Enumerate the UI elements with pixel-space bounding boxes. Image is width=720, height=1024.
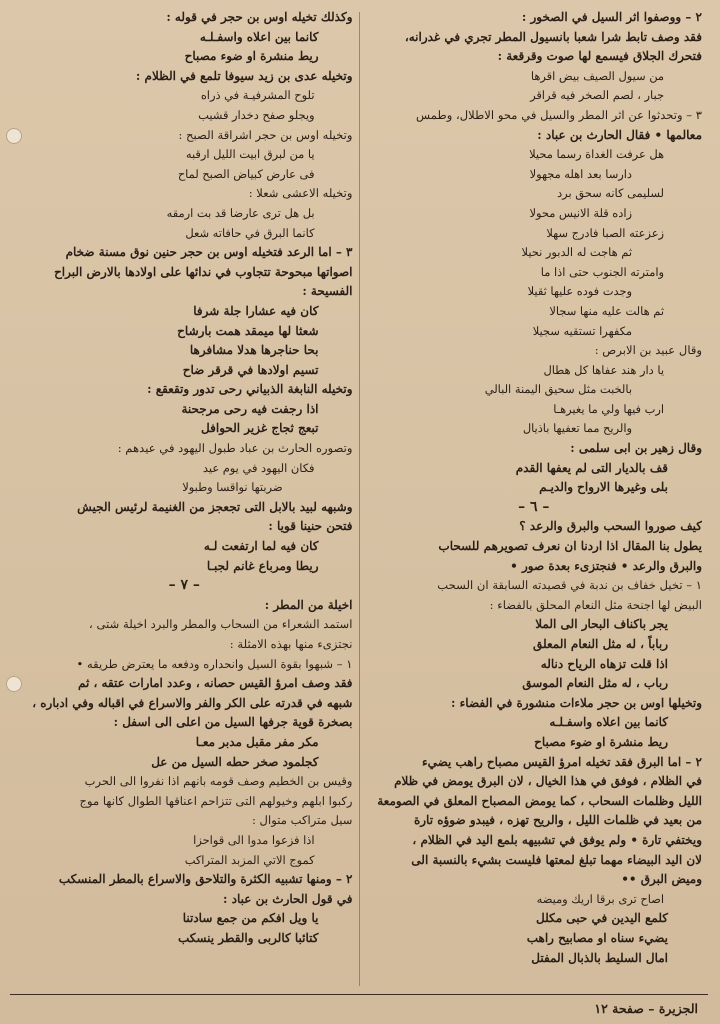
footer-text: الجزيرة – صفحة ١٢: [594, 1000, 698, 1016]
poem-verse: رباب ، له مثل النعام الموسق: [522, 676, 668, 691]
poem-verse: لسليمى كانه سحق برد: [557, 186, 664, 201]
page-footer: [10, 994, 708, 1021]
poem-verse: جبار ، لصم الصخر فيه قراقر: [530, 88, 664, 103]
column-divider: [359, 12, 360, 986]
poem-verse: يا ويل افكم من جمع سادتنا: [182, 911, 319, 926]
text-line: كيف صوروا السحب والبرق والرعد ؟: [519, 519, 702, 534]
poem-verse: اصاح ترى برقا اريك وميضه: [536, 891, 664, 906]
text-line: في قول الحارث بن عباد :: [223, 891, 353, 906]
text-line: والبرق والرعد • فنجتزىء بعدة صور •: [510, 558, 702, 573]
text-line: ٣ – وتحدثوا عن اثر المطر والسيل في محو الاطلال، وطمس: [416, 107, 702, 122]
poem-verse: وامترته الجنوب حتى اذا ما: [540, 264, 664, 279]
poem-verse: يضيء سناه او مصابيح راهب: [526, 930, 668, 945]
poem-verse: مكفهرا تستقيه سجيلا: [532, 323, 632, 338]
poem-verse: كانما بين اعلاه واسفـلـه: [199, 29, 319, 44]
text-line: وقيس بن الخطيم وصف قومه بانهم اذا نفروا الى الحرب: [84, 774, 353, 789]
text-line: وشبهه لبيد بالابل التى تجعجز من الغنيمة لرئيس الجيش: [77, 499, 353, 514]
poem-verse: رباباً ، له مثل النعام المعلق: [533, 637, 668, 651]
poem-verse: هل عرفت الغداة رسما محيلا: [529, 147, 664, 162]
text-line: فتحرك الجلاق فيسمع لها صوت وقرقعة :: [497, 49, 702, 64]
text-line: وتخيلها اوس بن حجر ملاءات منشورة في الفضاء :: [451, 695, 702, 710]
text-line: الفسيحة :: [302, 284, 353, 299]
poem-verse: تلوح المشرفيـة في ذراه: [200, 88, 315, 103]
poem-verse: فى عارض كبياض الصبح لماح: [177, 166, 315, 181]
poem-verse: ريط منشرة او ضوء مصباح: [534, 734, 668, 749]
poem-verse: كان فيه لما ارتفعت لـه: [203, 539, 319, 554]
text-line: الليل وظلمات السحاب ، كما يومض المصباح المعلق في الصومعة: [377, 793, 702, 808]
text-line: استمد الشعراء من السحاب والمطر والبرد اخيلة شتى ،: [89, 617, 353, 632]
section-number: – ٦ –: [518, 498, 550, 515]
text-line: اصواتها مبحوحة تتجاوب في ندائها على اولادها بالارض البراح: [54, 264, 353, 279]
text-line: وكذلك تخيله اوس بن حجر في قوله :: [166, 10, 353, 24]
text-line: وتخيله عدى بن زيد سيوفا تلمع في الظلام :: [135, 68, 353, 83]
text-line: ٢ – اما البرق فقد تخيله امرؤ القيس مصباح راهب يضيء: [421, 754, 702, 769]
poem-verse: بحا حناجرها هدلا مشافرها: [189, 343, 319, 358]
poem-verse: تبعج ثجاج غزير الحوافل: [201, 421, 319, 436]
poem-verse: مكر مفر مقبل مدبر معـا: [195, 734, 319, 749]
poem-verse: بالخبت مثل سحيق اليمنة البالي: [484, 382, 632, 397]
text-line: بصخرة قوية جرفها السيل من اعلى الى اسفل :: [113, 715, 353, 730]
text-line: ٢ – ومنها تشبيه الكثرة والتلاحق والاسراع بالمطر المنسكب: [58, 872, 353, 887]
poem-verse: قف بالديار التى لم يعفها القدم: [515, 460, 668, 475]
text-line: وقال زهير بن ابى سلمى :: [570, 441, 702, 456]
poem-verse: بل هل ترى عارضا قد بت ارمقه: [166, 205, 315, 220]
poem-verse: ويجلو صفح دخدار قشيب: [198, 107, 315, 122]
poem-verse: ارب فيها ولي ما يغيرهـا: [553, 401, 664, 416]
poem-verse: بلى وغيرها الارواح والديـم: [539, 480, 668, 495]
text-line: ١ – شبهوا بقوة السيل وانحداره ودفعه ما يعترض طريقه •: [76, 656, 353, 671]
text-line: لان اليد البيضاء مهما تبلغ لمعتها فليست بشيء بالنسبة الى: [411, 852, 702, 867]
text-line: وميض البرق ••: [621, 872, 702, 887]
text-line: سيل متراكب متوال :: [251, 813, 353, 828]
text-line: معالمها • فقال الحارث بن عباد :: [537, 127, 702, 142]
text-line: نجتزىء منها بهذه الامثلة :: [229, 637, 353, 651]
text-line: شبهه في قدرته على الكر والفر والاسراع في اقباله وفي ادباره ،: [32, 695, 353, 710]
poem-verse: كانما بين اعلاه واسفـلـه: [549, 715, 668, 730]
poem-verse: ريطا ومرباع غانم لجبـا: [206, 558, 319, 573]
poem-verse: ضربتها نواقسا وطبولا: [182, 480, 283, 495]
poem-verse: كجلمود صخر حطه السيل من عل: [151, 754, 319, 769]
poem-verse: كانما البرق في حافاته شعل: [185, 225, 315, 240]
text-line: فقد وصف تابط شرا شعبا بانسيول المطر تجري في غدرانه،: [404, 29, 702, 44]
poem-verse: كتائبا كالربى والقطر ينسكب: [177, 930, 319, 945]
text-line: فقد وصف امرؤ القيس حصانه ، وعدد امارات عتقه ، ثم: [78, 676, 353, 691]
text-line: وتخيله النابغة الذبياني رحى تدور وتقعقع :: [147, 382, 353, 397]
poem-verse: شعثا لها ميمقد همت بارشاح: [177, 323, 319, 338]
poem-verse: من سيول الصيف بيض اقرها: [530, 68, 664, 83]
poem-verse: يجر باكناف البحار الى الملا: [535, 617, 668, 632]
text-line: البيض لها اجنحة مثل النعام المحلق بالفضاء :: [489, 597, 702, 612]
poem-verse: امال السليط بالذبال المفتل: [531, 950, 668, 965]
text-line: وقال عبيد بن الابرص :: [594, 343, 702, 358]
text-line: ٣ – اما الرعد فتخيله اوس بن حجر حنين نوق مسنة ضخام: [65, 245, 353, 260]
poem-verse: دارسا بعد اهله مجهولا: [529, 166, 632, 181]
article-columns: [10, 8, 708, 990]
poem-verse: زعزعته الصبا فادرج سهلا: [546, 225, 664, 240]
text-line: ٢ – ووصفوا اثر السيل في الصخور :: [521, 10, 702, 24]
poem-verse: اذا فزعوا مدوا الى قواحزا: [193, 832, 315, 847]
text-line: في الظلام ، فوفق في هذا الخيال ، لان البرق يومض في ظلام: [394, 774, 702, 789]
poem-verse: ثم هاجت له الدبور نحيلا: [521, 245, 632, 260]
poem-verse: اذا قلت تزهاه الرياح دناله: [540, 656, 668, 671]
poem-verse: يا دار هند عفاها كل هطال: [543, 362, 664, 377]
text-line: وتصوره الحارث بن عباد طبول اليهود في عيدهم :: [117, 441, 353, 456]
poem-verse: ريط منشرة او ضوء مصباح: [184, 49, 319, 64]
poem-verse: تسيم اولادها في قرقر ضاح: [182, 362, 319, 377]
poem-verse: وجدت فوده عليها ثقيلا: [527, 284, 632, 299]
poem-verse: كموج الاتي المزبد المتراكب: [184, 852, 315, 867]
text-line: وتخيله اوس بن حجر اشراقة الصبح :: [178, 127, 353, 142]
text-line: ركبوا ابلهم وخيولهم التى تتزاحم اعناقها الطوال كانها موج: [79, 793, 353, 808]
left-column: [10, 8, 359, 990]
text-line: من بعيد في ظلمات الليل ، والريح تهزه ، فيبدو ضوؤه تارة: [413, 813, 702, 828]
poem-verse: اذا رجفت فيه رحى مرجحنة: [181, 401, 319, 416]
text-line: وتخيله الاعشى شعلا :: [248, 186, 353, 201]
poem-verse: زاده قلة الانيس محولا: [529, 205, 632, 220]
text-line: يطول بنا المقال اذا اردنا ان نعرف تصويرهم للسحاب: [438, 539, 702, 554]
text-line: اخيلة من المطر :: [264, 597, 353, 612]
poem-verse: كلمع اليدين في حبى مكلل: [536, 911, 668, 926]
poem-verse: فكان اليهود في يوم عيد: [202, 460, 315, 475]
poem-verse: يا من لبرق ابيت الليل ارقبه: [185, 147, 315, 162]
text-line: فتحن حنينا قويا :: [268, 519, 353, 534]
poem-verse: ثم هالت عليه منها سجالا: [549, 303, 664, 318]
text-line: ١ – تخيل خفاف بن ندبة في قصيدته السابقة ان السحب: [437, 578, 702, 593]
right-column: [360, 8, 709, 990]
text-line: ويختفي تارة • ولم يوفق في تشبيهه بلمع اليد في الظلام ،: [412, 832, 702, 847]
section-number: – ٧ –: [168, 577, 200, 594]
poem-verse: والريح مما تعفيها باذيال: [522, 421, 632, 436]
poem-verse: كان فيه عشارا جلة شرفا: [193, 303, 319, 318]
